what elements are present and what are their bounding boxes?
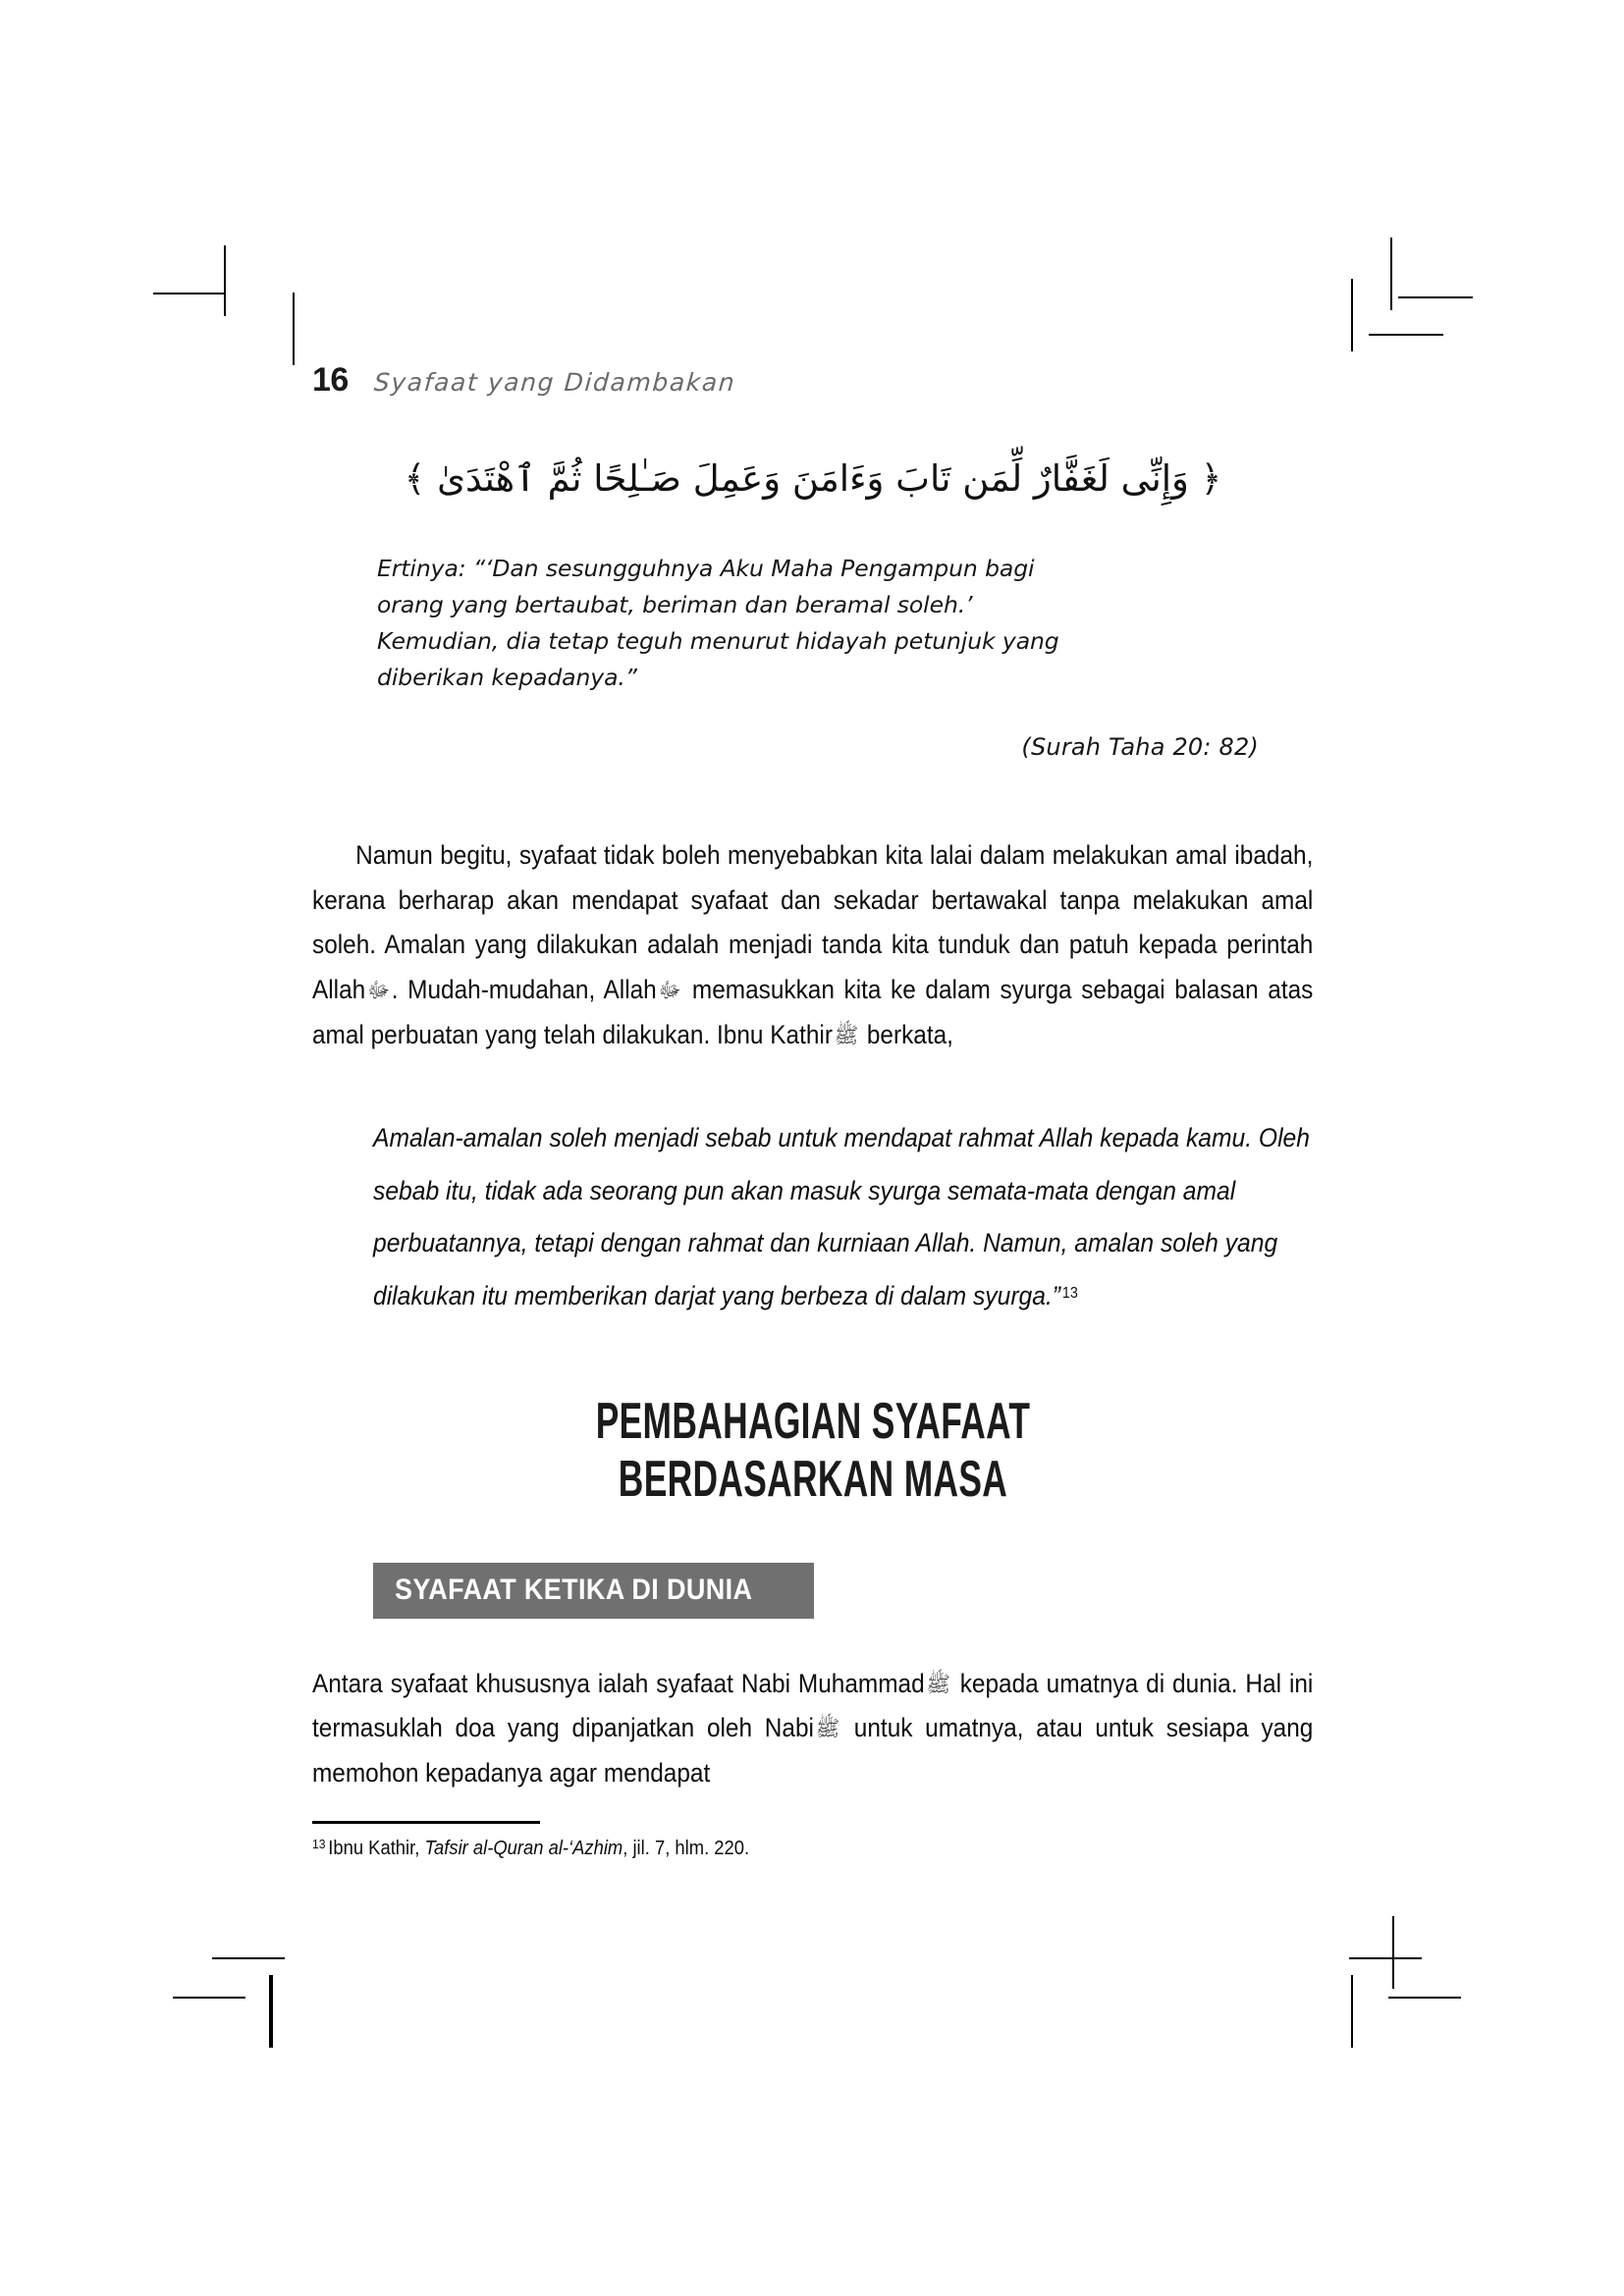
body-paragraph-1-segment-d: berkata,: [866, 1019, 953, 1049]
body-paragraph-1-segment-c: memasukkan kita ke dalam syurga sebagai balasan atas amal perbuatan yang telah dilakukan. Ibnu Kathir: [312, 974, 1314, 1049]
subsection-paragraph: [312, 1662, 1313, 1796]
quran-verse-arabic: [312, 448, 1314, 511]
section-heading: [472, 1393, 1154, 1510]
crop-mark-top-right-horizontal: [1398, 296, 1473, 298]
section-heading-line-1: PEMBAHAGIAN SYAFAAT: [595, 1393, 1031, 1451]
verse-translation: Ertinya: “‘Dan sesungguhnya Aku Maha Pengampun bagi orang yang bertaubat, beriman dan beramal soleh.’ Kemudian, dia tetap teguh menurut hidayah petunjuk yang diberikan kepadanya.”: [377, 554, 1059, 692]
crop-mark-top-left-horizontal: [153, 293, 226, 294]
footnote-locator: , jil. 7, hlm. 220.: [623, 1838, 750, 1859]
rahimahullah-glyph-icon: ﷺ: [834, 1023, 859, 1048]
allah-glyph-icon: ﷻ: [367, 978, 390, 1003]
crop-mark-bottom-right-vertical: [1351, 1975, 1353, 2048]
verse-source-citation: (Surah Taha 20: 82): [1021, 733, 1259, 762]
pull-quote-text: Amalan-amalan soleh menjadi sebab untuk mendapat rahmat Allah kepada kamu. Oleh sebab itu, tidak ada seorang pun akan masuk syurga semata-mata dengan amal perbuatannya, tetapi dengan rahmat dan kurniaan Allah. Namun, amalan soleh yang dilakukan itu memberikan darjat yang berbeza di dalam syurga.”: [373, 1123, 1310, 1310]
footnote-author: Ibnu Kathir,: [328, 1838, 420, 1859]
crop-mark-bottom-left-horizontal-inner: [173, 1997, 245, 1999]
crop-mark-bottom-right-horizontal-inner: [1388, 1997, 1461, 1999]
crop-mark-top-left-vertical-inner: [293, 293, 295, 365]
verse-arabic-text: ﴿ وَإِنِّى لَغَفَّارٌ لِّمَن تَابَ وَءَامَنَ وَعَمِلَ صَـٰلِحًا ثُمَّ ٱهْتَدَىٰ ﴾: [404, 457, 1222, 500]
body-paragraph-1-segment-b: . Mudah-mudahan, Allah: [391, 974, 657, 1004]
subsection-paragraph-segment-b: kepada umatnya di dunia. Hal ini termasuklah doa yang dipanjatkan oleh Nabi: [312, 1668, 1314, 1743]
allah-glyph-icon-2: ﷻ: [658, 978, 681, 1003]
footnote-number: 13: [312, 1837, 326, 1851]
banner-row: [312, 1510, 1314, 1619]
subsection-paragraph-segment-c: untuk umatnya, atau untuk sesiapa yang memohon kepadanya agar mendapat: [312, 1713, 1314, 1788]
footnote-area: [312, 1821, 1314, 1860]
body-paragraph-1-segment-a: Namun begitu, syafaat tidak boleh menyebabkan kita lalai dalam melakukan amal ibadah, kerana berharap akan mendapat syafaat dan sekadar bertawakal tanpa melakukan amal soleh. Amalan yang dilakukan adalah menjadi tanda kita tunduk dan patuh kepada perintah Allah: [312, 840, 1314, 1004]
sallallahu-glyph-icon-2: ﷺ: [815, 1717, 840, 1742]
crop-mark-top-left-vertical: [224, 245, 226, 316]
footnote-work-title: Tafsir al-Quran al-‘Azhim: [424, 1838, 623, 1859]
crop-mark-bottom-right-vertical-inner: [1392, 1916, 1394, 1989]
book-title: Syafaat yang Didambakan: [372, 368, 737, 397]
crop-mark-bottom-left-vertical: [271, 1975, 273, 2048]
crop-mark-bottom-left-vertical-d: [269, 1975, 271, 2048]
crop-mark-bottom-right-horizontal: [1349, 1957, 1422, 1959]
section-heading-line-2: BERDASARKAN MASA: [618, 1451, 1008, 1509]
subsection-banner-label: SYAFAAT KETIKA DI DUNIA: [395, 1573, 753, 1606]
crop-mark-top-right-vertical: [1390, 238, 1392, 310]
crop-mark-top-right-horizontal-inner: [1369, 334, 1443, 336]
subsection-banner: [373, 1563, 814, 1619]
pull-quote: [373, 1112, 1323, 1322]
subsection-paragraph-segment-a: Antara syafaat khususnya ialah syafaat Nabi Muhammad: [312, 1668, 925, 1698]
crop-mark-bottom-left-horizontal: [212, 1957, 285, 1959]
page-number: 16: [312, 361, 349, 399]
body-paragraph-1: [312, 833, 1313, 1057]
page-content: [312, 361, 1314, 1795]
footnote-separator-rule: [312, 1821, 540, 1824]
footnote-reference-marker: 13: [1061, 1284, 1078, 1302]
footnote-13: [312, 1837, 1233, 1860]
sallallahu-glyph-icon: ﷺ: [926, 1672, 950, 1697]
crop-mark-top-right-vertical-inner: [1351, 279, 1353, 351]
running-head: [312, 361, 1314, 406]
